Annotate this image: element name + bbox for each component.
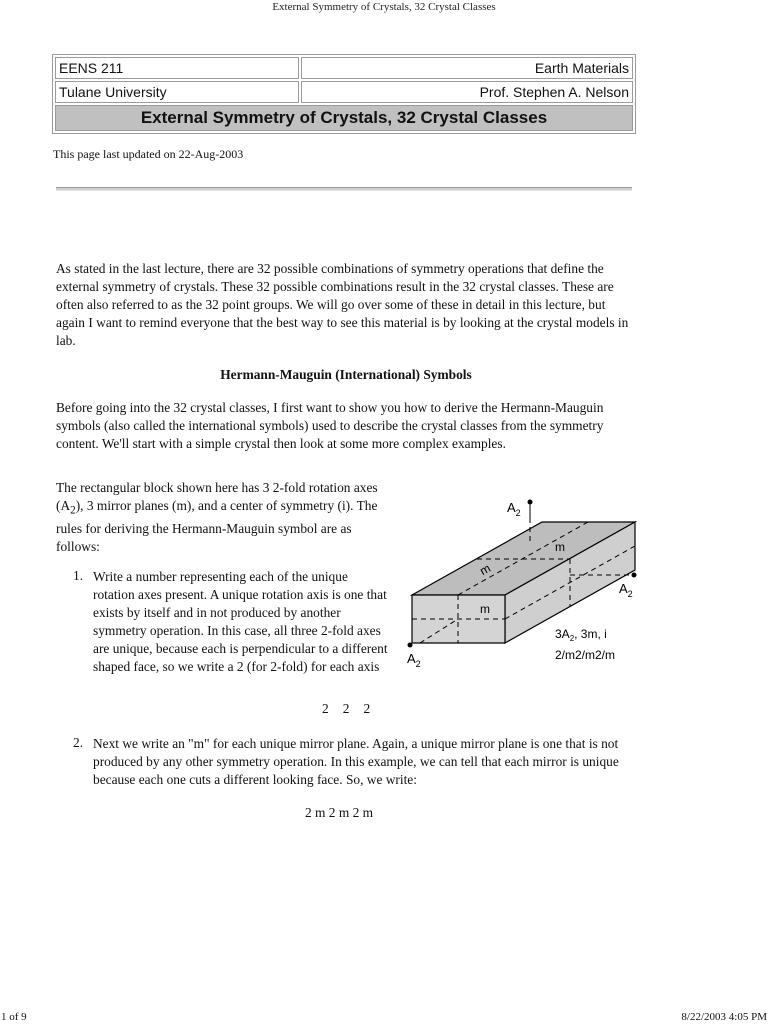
list-number-1: 1.: [73, 568, 84, 583]
mirror-label-top: m: [555, 540, 565, 554]
horizontal-rule: [56, 187, 632, 191]
axis-label-right: $A_2$: [619, 581, 633, 599]
block-description-part2: ), 3 mirror planes (m), and a center of symmetry (i). The rules for deriving the Hermann-Mauguin symbol are as follows:: [56, 498, 378, 554]
crystal-block-figure: [400, 495, 650, 675]
course-subject: Earth Materials: [301, 57, 633, 79]
list-item-1: Write a number representing each of the unique rotation axes present. A unique rotation axis is one that exists by itself and in not produced by another symmetry operation. In this case, all three 2-fold axes are unique, because each is perpendicular to a different shaped face, so we write a 2 (for 2-fold) for each axis: [93, 569, 388, 674]
course-code: EENS 211: [55, 57, 299, 79]
derivation-intro-paragraph: Before going into the 32 crystal classes, I first want to show you how to derive the Hermann-Mauguin symbols (also called the international symbols) used to describe the crystal classes from the symmetry content. We'll start with a simple crystal then look at some more complex examples.: [56, 400, 604, 451]
axis-label-top: $A_2$: [507, 500, 521, 518]
page-title: External Symmetry of Crystals, 32 Crystal Classes: [55, 105, 633, 131]
block-description: [56, 479, 396, 556]
professor-name: Prof. Stephen A. Nelson: [301, 81, 633, 103]
mirror-label-diagonal: m: [477, 560, 493, 578]
print-datetime: 8/22/2003 4:05 PM: [681, 1011, 767, 1023]
course-header-table: [52, 54, 636, 134]
block-description-part1: The rectangular block shown here has 3 2-fold rotation axes (A: [56, 480, 378, 513]
symmetry-summary: $3A_2$, 3m, i: [555, 627, 607, 643]
intro-paragraph: As stated in the last lecture, there are 32 possible combinations of symmetry operations that define the external symmetry of crystals. These 32 possible combinations result in the 32 crystal classes. These are often also referred to as the 32 point groups. We will go over some of these in detail in this lecture, but again I want to remind everyone that the best way to see this material is by looking at the crystal models in lab.: [56, 261, 629, 348]
section-heading: Hermann-Mauguin (International) Symbols: [220, 367, 472, 382]
list-item-2: Next we write an "m" for each unique mirror plane. Again, a unique mirror plane is one that is not produced by any other symmetry operation. In this example, we can tell that each mirror is unique because each one cuts a different looking face. So, we write:: [93, 736, 619, 787]
university-name: Tulane University: [55, 81, 299, 103]
symbol-axes: 2 2 2: [322, 701, 372, 716]
last-updated: This page last updated on 22-Aug-2003: [53, 147, 244, 161]
axis-left-end: [408, 643, 413, 648]
symbol-mirrors: 2 m 2 m 2 m: [305, 805, 374, 820]
mirror-label-front: m: [480, 602, 490, 616]
block-description-subscript: 2: [70, 504, 76, 517]
page-number: 1 of 9: [1, 1011, 27, 1023]
print-header: External Symmetry of Crystals, 32 Crystal Classes: [272, 1, 496, 13]
list-number-2: 2.: [73, 735, 84, 750]
axis-label-left: $A_2$: [407, 651, 421, 669]
hm-symbol-summary: 2/m2/m2/m: [555, 648, 616, 662]
axis-right-end: [632, 573, 637, 578]
